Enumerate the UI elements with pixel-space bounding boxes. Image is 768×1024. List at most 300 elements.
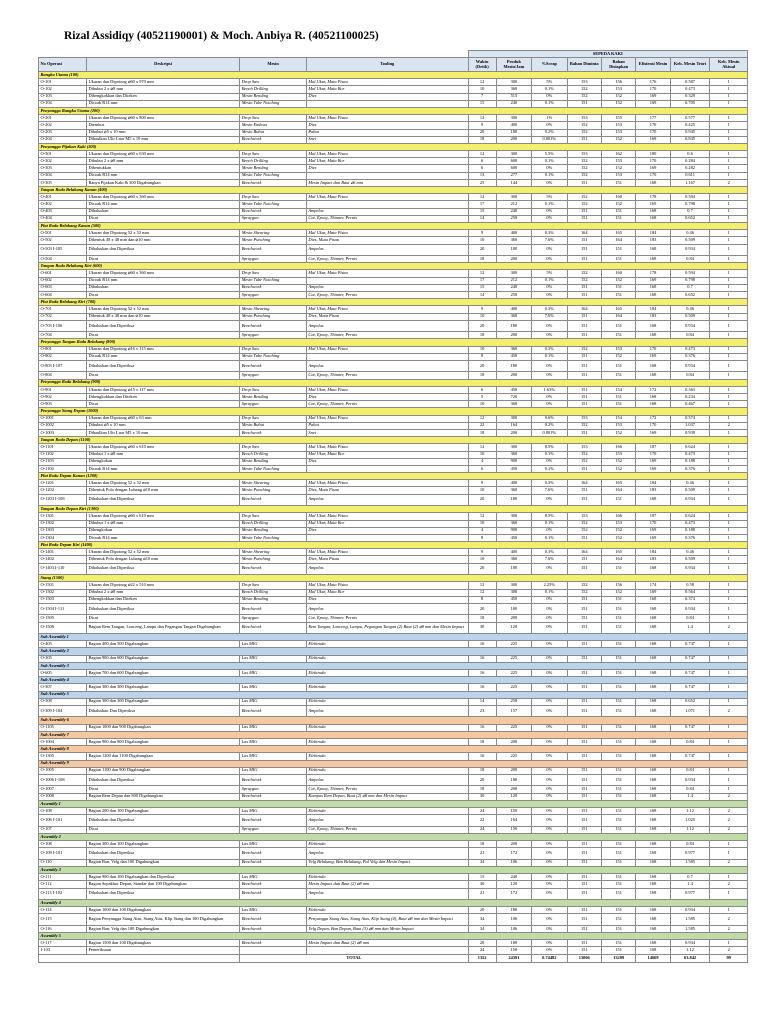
table-cell: Cat, Epoxy, Thinner, Pernis [306, 332, 468, 339]
table-cell: 360 [496, 451, 531, 458]
table-cell: O-804 [39, 372, 87, 379]
table-cell: O-117 [39, 940, 87, 947]
table-cell: 0.84 [670, 841, 710, 848]
table-row [39, 215, 748, 222]
section-label: Penyangga Stang Depan (1000) [39, 408, 748, 415]
table-cell: 151 [567, 136, 601, 143]
table-cell: O-1203 I-108 [39, 494, 87, 506]
table-row [39, 808, 748, 815]
table-cell: 0% [532, 256, 567, 263]
table-row [39, 670, 748, 677]
table-cell: Mesin Punching [240, 313, 307, 320]
table-cell: 1 [710, 774, 748, 786]
table-cell: O-602 [39, 277, 87, 284]
table-cell: Diembos [86, 122, 239, 129]
table-cell: 151 [567, 332, 601, 339]
section-label: Assembly 4 [39, 900, 748, 907]
table-cell: Benchwork [240, 244, 307, 256]
table-cell: O-702 [39, 313, 87, 320]
table-cell: Benchwork [240, 136, 307, 143]
table-cell: O-1005 [39, 767, 87, 774]
table-cell: 34 [468, 925, 496, 932]
table-cell: 0% [532, 841, 567, 848]
table-cell: 170 [636, 86, 670, 93]
table-cell: Bench Drilling [240, 451, 307, 458]
table-cell: 151 [567, 826, 601, 833]
column-header: Waktu (Detik) [468, 58, 496, 72]
table-cell: Las MIG [240, 841, 307, 848]
table-cell: 0.3% [532, 346, 567, 353]
table-cell: 720 [496, 394, 531, 401]
table-cell: 164 [496, 815, 531, 827]
table-cell: 170 [636, 122, 670, 129]
table-cell: 174 [636, 582, 670, 589]
table-cell: 162 [601, 151, 635, 158]
table-cell: Dibengkokkan dan Diteken [86, 394, 239, 401]
table-cell: 0.425 [670, 122, 710, 129]
total-label: TOTAL [240, 954, 468, 962]
table-cell: 168 [636, 774, 670, 786]
table-cell: 1 [710, 907, 748, 914]
table-cell: 0.46 [670, 480, 710, 487]
table-cell: 151 [601, 494, 635, 506]
table-cell: Mesin Tube Notching [240, 100, 307, 107]
table-cell: Dicoak R14 mm [86, 100, 239, 107]
table-row [39, 458, 748, 465]
table-row [39, 684, 748, 691]
table-cell: 200 [496, 786, 531, 793]
table-cell: Las MIG [240, 641, 307, 648]
table-cell: 0% [532, 122, 567, 129]
table-cell: O-603 [39, 284, 87, 291]
table-cell: O-308 [39, 698, 87, 705]
table-cell: O-1008 [39, 793, 87, 800]
group-header: SEPEDA KAKI [468, 51, 747, 58]
table-cell: 0.509 [670, 313, 710, 320]
table-cell: Ampelas [306, 848, 468, 860]
table-cell: 300 [496, 270, 531, 277]
table-cell: Bagian 1000 dan 100 Digabungkan [86, 907, 239, 914]
table-cell: O-1504 I-111 [39, 603, 87, 615]
table-cell: Drop Saw [240, 115, 307, 122]
table-cell: 151 [567, 256, 601, 263]
section-row [39, 263, 748, 270]
table-row [39, 874, 748, 881]
table-cell: Drop Saw [240, 270, 307, 277]
table-cell: 0% [532, 881, 567, 888]
table-cell: 1 [710, 465, 748, 472]
table-cell: 151 [601, 774, 635, 786]
table-cell: Ukuran dan Dipotong ⌀60 x 63 mm [86, 415, 239, 422]
table-cell: 18 [468, 372, 496, 379]
table-cell: 151 [601, 841, 635, 848]
table-cell: O-1104 [39, 465, 87, 472]
table-cell: Mesin Shearing [240, 230, 307, 237]
table-cell: 240 [496, 208, 531, 215]
table-cell: 177 [636, 115, 670, 122]
table-cell: Benchwork [240, 603, 307, 615]
table-row [39, 122, 748, 129]
table-cell: 0.3% [532, 306, 567, 313]
table-cell: Las MIG [240, 874, 307, 881]
table-cell: Mal Ukur, Mata Pisau [306, 346, 468, 353]
table-cell: Dies [306, 527, 468, 534]
table-cell: 151 [601, 684, 635, 691]
table-cell: 151 [567, 534, 601, 541]
table-cell: O-1305 [39, 753, 87, 760]
table-cell: 1 [710, 786, 748, 793]
table-cell: 187 [636, 513, 670, 520]
table-cell: 151 [567, 940, 601, 947]
table-cell: 277 [496, 172, 531, 179]
table-cell: 0.329 [670, 93, 710, 100]
table-row [39, 513, 748, 520]
table-cell: 0.7 [670, 284, 710, 291]
table-cell: 183 [636, 487, 670, 494]
table-cell: O-301 [39, 151, 87, 158]
table-cell: Dibengkokan [86, 458, 239, 465]
table-cell: 0.652 [670, 291, 710, 298]
total-value: 0.74482 [532, 954, 567, 962]
table-cell: Drop Saw [240, 582, 307, 589]
table-cell: 0.1% [532, 158, 567, 165]
table-cell: 151 [567, 907, 601, 914]
table-cell: Elektroda [306, 724, 468, 731]
table-cell: 0.1% [532, 172, 567, 179]
table-cell: 169 [636, 429, 670, 436]
table-cell: 2 [710, 947, 748, 954]
table-cell: 153 [601, 129, 635, 136]
table-cell: 18 [468, 739, 496, 746]
table-cell: 168 [636, 655, 670, 662]
table-cell: 5% [532, 194, 567, 201]
table-cell: 153 [601, 86, 635, 93]
table-cell: 0.473 [670, 86, 710, 93]
table-cell: 12 [468, 79, 496, 86]
table-cell: Mal Ukur, Mata Pisau [306, 480, 468, 487]
table-cell: 1 [710, 201, 748, 208]
total-value: 13066 [567, 954, 601, 962]
table-row [39, 641, 748, 648]
table-cell: 1 [710, 320, 748, 332]
table-cell: 1 [710, 237, 748, 244]
table-cell: Mesin Shearing [240, 549, 307, 556]
table-cell: 1 [710, 940, 748, 947]
table-cell: 169 [636, 93, 670, 100]
table-cell: Bagian 900 dan 600 Digabungkan [86, 655, 239, 662]
table-cell: Benchwork [240, 284, 307, 291]
table-cell: 0.747 [670, 753, 710, 760]
section-row [39, 634, 748, 641]
table-cell: Benchwork [240, 563, 307, 575]
table-cell: 6 [468, 158, 496, 165]
table-cell: 300 [496, 444, 531, 451]
table-cell: Las MIG [240, 670, 307, 677]
table-cell: 1 [710, 767, 748, 774]
table-cell: 0.934 [670, 907, 710, 914]
table-cell: Dies, Mata Pisau [306, 487, 468, 494]
section-label: Sub Assembly 9 [39, 760, 748, 767]
table-cell: 0% [532, 684, 567, 691]
section-label: Tangan Roda Belakang Kanan (400) [39, 187, 748, 194]
table-cell: 151 [601, 881, 635, 888]
table-cell: 153 [567, 513, 601, 520]
table-cell: Dibubut ⌀5 x 10 mm [86, 129, 239, 136]
table-cell: 1 [710, 841, 748, 848]
table-cell: 1 [710, 244, 748, 256]
table-cell: 151 [601, 215, 635, 222]
table-cell: 151 [567, 793, 601, 800]
table-cell: 0% [532, 622, 567, 634]
table-cell: 152 [601, 589, 635, 596]
section-label: Sub Assembly 1 [39, 634, 748, 641]
table-cell: Snei [306, 429, 468, 436]
table-cell: 0.001% [532, 429, 567, 436]
table-cell: 183 [636, 556, 670, 563]
table-cell: 164 [496, 422, 531, 429]
table-cell: 152 [567, 422, 601, 429]
table-cell: Benchwork [240, 320, 307, 332]
table-row [39, 520, 748, 527]
table-cell: 4 [468, 458, 496, 465]
table-cell: 168 [636, 859, 670, 866]
table-cell: Bagian 700 dan 600 Digabungkan [86, 670, 239, 677]
total-value: 1352 [468, 954, 496, 962]
table-cell: 0.1% [532, 589, 567, 596]
table-cell: 300 [496, 513, 531, 520]
table-cell: 150 [496, 808, 531, 815]
table-cell: 180 [496, 244, 531, 256]
table-cell: Pemeriksaan [86, 947, 239, 954]
table-row [39, 284, 748, 291]
table-cell: O-803 I-107 [39, 360, 87, 372]
column-header: %Scrap [532, 58, 567, 72]
table-row [39, 888, 748, 900]
table-cell: Mal Ukur, Mata Bor [306, 158, 468, 165]
table-cell: 12 [468, 444, 496, 451]
table-cell: 170 [636, 422, 670, 429]
table-cell: 168 [636, 753, 670, 760]
table-cell: Elektroda [306, 907, 468, 914]
table-cell: Pahat [306, 129, 468, 136]
table-cell: 15 [468, 284, 496, 291]
table-cell: 152 [567, 520, 601, 527]
table-cell: Dibentuk 48 x 48 mm dan ⌀10 mm [86, 313, 239, 320]
table-cell: 153 [601, 172, 635, 179]
table-cell: 153 [601, 346, 635, 353]
table-cell: 151 [601, 244, 635, 256]
table-cell: O-1102 [39, 451, 87, 458]
table-cell: O-503 I-105 [39, 244, 87, 256]
table-cell: 2 [710, 422, 748, 429]
table-cell: 258 [496, 698, 531, 705]
table-cell: 0% [532, 940, 567, 947]
table-cell: Dies, Mata Pisau [306, 237, 468, 244]
table-cell: 0.1% [532, 534, 567, 541]
table-cell: Snei [306, 136, 468, 143]
table-cell: Mal Ukur, Mata Pisau [306, 151, 468, 158]
section-row [39, 933, 748, 940]
table-cell: 1 [710, 284, 748, 291]
table-cell: 1 [710, 129, 748, 136]
table-cell: Benchwork [240, 815, 307, 827]
table-cell: 6 [468, 165, 496, 172]
table-cell: 151 [567, 874, 601, 881]
table-cell: 12 [468, 270, 496, 277]
table-cell: 1 [710, 401, 748, 408]
table-cell: O-404 [39, 215, 87, 222]
table-cell: 240 [496, 874, 531, 881]
table-cell: Spraygun [240, 786, 307, 793]
table-cell: O-1002 [39, 422, 87, 429]
table-cell: 1.12 [670, 947, 710, 954]
table-cell: 0.6% [532, 415, 567, 422]
section-row [39, 437, 748, 444]
table-cell: 0.376 [670, 465, 710, 472]
table-cell: 0% [532, 208, 567, 215]
table-cell: 1 [710, 332, 748, 339]
table-row [39, 925, 748, 932]
table-cell: 152 [601, 201, 635, 208]
table-cell: O-109 I-101 [39, 848, 87, 860]
table-cell: O-307 [39, 684, 87, 691]
table-cell: 2 [710, 914, 748, 926]
table-cell: 9 [468, 549, 496, 556]
table-cell: O-101 [39, 79, 87, 86]
table-cell: 150 [496, 826, 531, 833]
table-cell: 164 [567, 230, 601, 237]
table-cell: Benchwork [240, 859, 307, 866]
table-cell: 0.934 [670, 940, 710, 947]
table-cell: 151 [567, 724, 601, 731]
table-cell: O-1003 [39, 429, 87, 436]
table-cell: 1 [710, 93, 748, 100]
table-cell: 151 [567, 401, 601, 408]
table-cell: 184 [636, 480, 670, 487]
table-cell: Dibengkokan [86, 527, 239, 534]
table-cell: 0.1% [532, 465, 567, 472]
table-cell: Bagian 900 dan 100 Digabungkan dan Diperiksa [86, 874, 239, 881]
table-cell: 8 [468, 353, 496, 360]
table-cell: Bench Drilling [240, 589, 307, 596]
table-cell: 168 [636, 684, 670, 691]
table-cell: Mesin Tube Notching [240, 172, 307, 179]
table-cell: Dihaluskan dan Diperiksa [86, 494, 239, 506]
table-cell: 0.977 [670, 888, 710, 900]
table-row [39, 826, 748, 833]
table-cell: 184 [636, 549, 670, 556]
table-cell: Bagian Rem Depan dan 800 Digabungkan [86, 793, 239, 800]
table-cell: 20 [468, 603, 496, 615]
table-cell: 10 [468, 487, 496, 494]
table-cell: 180 [496, 907, 531, 914]
table-cell: Dicoak R14 mm [86, 172, 239, 179]
table-cell: 151 [601, 603, 635, 615]
table-row [39, 487, 748, 494]
table-cell: 360 [496, 401, 531, 408]
table-cell: 20 [468, 774, 496, 786]
table-row [39, 907, 748, 914]
table-cell: O-401 [39, 194, 87, 201]
table-cell: 9 [468, 122, 496, 129]
table-cell: 0.594 [670, 270, 710, 277]
table-cell: Bagian 300 dan 300 Digabungkan [86, 698, 239, 705]
table-cell: Ampelas [306, 705, 468, 717]
table-cell: Bagian 1100 dan 900 Digabungkan [86, 767, 239, 774]
table-cell: 0.1% [532, 451, 567, 458]
table-cell: 8 [468, 534, 496, 541]
column-header: Bahan Diminta [567, 58, 601, 72]
column-header: Produk Mesin/Jam [496, 58, 531, 72]
table-cell: Las MIG [240, 739, 307, 746]
table-row [39, 306, 748, 313]
table-cell: 164 [567, 480, 601, 487]
table-cell: 151 [567, 786, 601, 793]
table-cell: O-203 [39, 129, 87, 136]
table-row [39, 451, 748, 458]
table-cell: 12 [468, 194, 496, 201]
table-cell: 166 [601, 513, 635, 520]
table-cell: Dicoak R14 mm [86, 465, 239, 472]
table-cell: Dihaluskan dan Diperiksa [86, 815, 239, 827]
table-row [39, 256, 748, 263]
table-cell: 1 [710, 313, 748, 320]
table-cell: 151 [601, 739, 635, 746]
table-row [39, 739, 748, 746]
table-cell: O-1506 [39, 622, 87, 634]
table-cell: O-1202 [39, 487, 87, 494]
table-cell: 1 [710, 194, 748, 201]
table-cell [306, 534, 468, 541]
table-cell: 152 [567, 194, 601, 201]
total-value: 99 [710, 954, 748, 962]
table-cell: Spraygun [240, 291, 307, 298]
table-cell: Ukuran dan Dipotong ⌀60 x 360 mm [86, 270, 239, 277]
table-cell: O-302 [39, 158, 87, 165]
table-cell: 18 [468, 332, 496, 339]
table-cell: 168 [636, 670, 670, 677]
table-cell: Mal Ukur, Mata Pisau [306, 194, 468, 201]
section-label: Assembly 2 [39, 833, 748, 840]
section-row [39, 731, 748, 738]
table-cell: 152 [567, 93, 601, 100]
table-cell: 22 [468, 815, 496, 827]
table-cell: 166 [601, 444, 635, 451]
table-cell [306, 353, 468, 360]
table-cell: 151 [567, 244, 601, 256]
table-cell: 400 [496, 306, 531, 313]
table-cell: 0.284 [670, 158, 710, 165]
table-cell: 0.934 [670, 244, 710, 256]
table-cell: Dies [306, 596, 468, 603]
section-row [39, 800, 748, 807]
table-cell: 183 [636, 313, 670, 320]
table-cell: 2 [710, 808, 748, 815]
table-cell: 151 [601, 394, 635, 401]
table-cell: Dicat [86, 401, 239, 408]
table-cell: 18 [468, 136, 496, 143]
table-cell: 450 [496, 534, 531, 541]
table-cell: 2 [710, 925, 748, 932]
table-cell: 1 [710, 151, 748, 158]
table-row [39, 774, 748, 786]
table-cell: Dihaluskan [86, 284, 239, 291]
table-cell: 1 [710, 291, 748, 298]
table-cell: 169 [636, 201, 670, 208]
section-label: Penyangga Pijakan Kaki (300) [39, 143, 748, 150]
table-cell: 20 [468, 494, 496, 506]
table-cell: 0.934 [670, 563, 710, 575]
